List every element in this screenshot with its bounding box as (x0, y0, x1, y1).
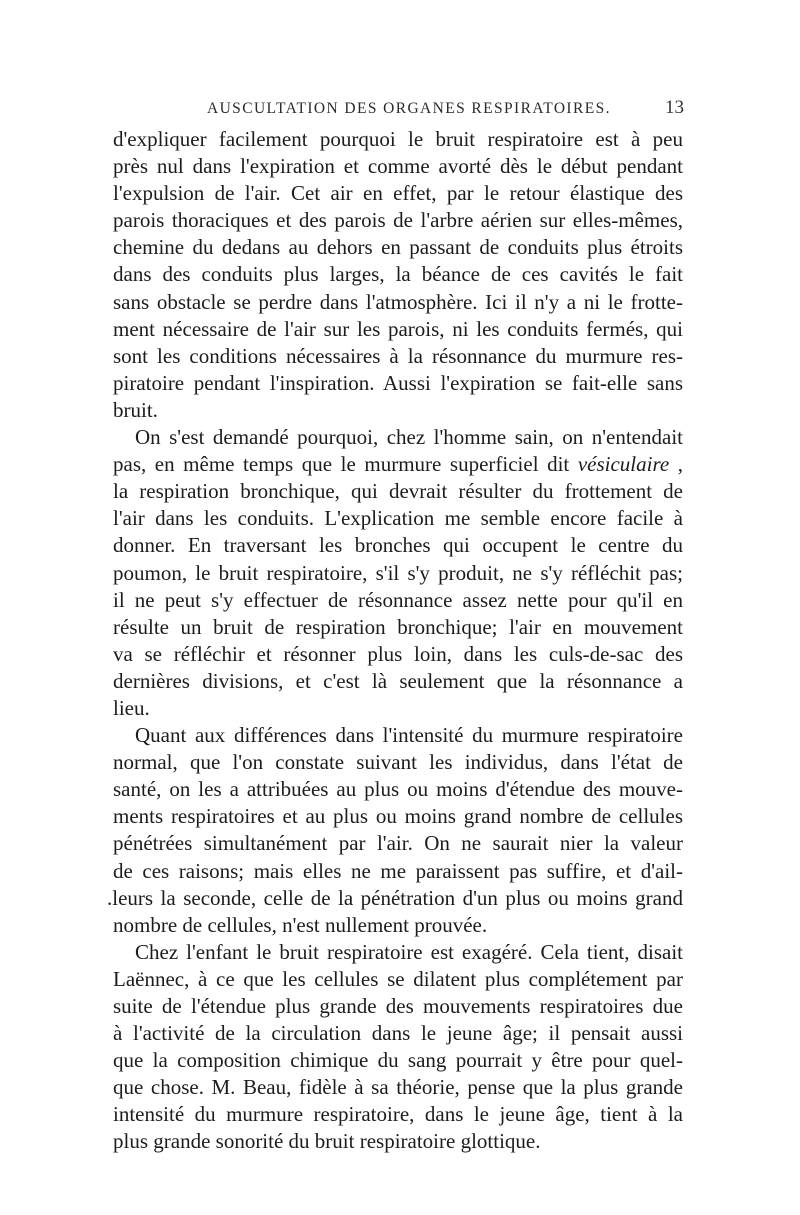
text-line: piratoire pendant l'inspiration. Aussi l'expiration se fait-elle sans (113, 370, 683, 395)
text-line: la respiration bronchique, qui devrait résulter du frottement de (113, 479, 683, 504)
text-body (107, 126, 683, 1156)
text-line: intensité du murmure respiratoire, dans le jeune âge, tient à la (113, 1102, 683, 1127)
text-line: normal, que l'on constate suivant les individus, dans l'état de (113, 750, 683, 775)
text-line: Laënnec, à ce que les cellules se dilatent plus complétement par (113, 966, 683, 991)
text-line: .leurs la seconde, celle de la pénétration d'un plus ou moins grand (107, 885, 683, 910)
text-line: que chose. M. Beau, fidèle à sa théorie, pense que la plus grande (113, 1075, 683, 1100)
text-line: près nul dans l'expiration et comme avorté dès le début pendant (113, 154, 683, 179)
text-line: ment nécessaire de l'air sur les parois, ni les conduits fermés, qui (113, 316, 683, 341)
text-line: va se réfléchir et résonner plus loin, dans les culs-de-sac des (113, 641, 683, 666)
italic-term: vésiculaire (577, 452, 670, 477)
text-line: d'expliquer facilement pourquoi le bruit respiratoire est à peu (113, 127, 683, 151)
text-line: pénétrées simultanément par l'air. On ne saurait nier la valeur (113, 831, 683, 856)
text-line: donner. En traversant les bronches qui occupent le centre du (113, 533, 683, 558)
page-number: 13 (665, 97, 684, 118)
text-line: ments respiratoires et au plus ou moins grand nombre de cellules (113, 804, 683, 829)
text-line: dernières divisions, et c'est là seulement que la résonnance a (113, 668, 683, 693)
text-line: sans obstacle se perdre dans l'atmosphère. Ici il n'y a ni le frotte- (113, 289, 683, 314)
text-line: Quant aux différences dans l'intensité du murmure respiratoire (135, 723, 683, 748)
text-line: On s'est demandé pourquoi, chez l'homme sain, on n'entendait (135, 425, 683, 450)
text-line: suite de l'étendue plus grande des mouvements respiratoires due (113, 994, 683, 1018)
text-line: plus grande sonorité du bruit respiratoire glottique. (113, 1129, 541, 1154)
text-line: chemine du dedans au dehors en passant de conduits plus étroits (113, 235, 683, 260)
text-line: l'air dans les conduits. L'explication me semble encore facile à (113, 506, 683, 531)
text-line: santé, on les a attribuées au plus ou moins d'étendue des mouve- (113, 777, 683, 802)
text-segment: pas, en même temps que le murmure superficiel dit (113, 452, 570, 477)
text-line-with-italic (113, 451, 683, 478)
text-line: de ces raisons; mais elles ne me paraissent pas suffire, et d'ail- (113, 858, 683, 883)
running-head (112, 97, 684, 124)
paragraph-4 (113, 939, 683, 1156)
text-line: il ne peut s'y effectuer de résonnance assez nette pour qu'il en (113, 587, 683, 612)
text-line: poumon, le bruit respiratoire, s'il s'y produit, ne s'y réfléchit pas; (113, 560, 683, 585)
paragraph-3 (107, 722, 683, 939)
text-line: lieu. (113, 695, 150, 720)
text-segment: , (669, 452, 683, 477)
text-line: que la composition chimique du sang pourrait y être pour quel- (113, 1048, 683, 1073)
paragraph-2 (113, 424, 683, 722)
text-line: Chez l'enfant le bruit respiratoire est exagéré. Cela tient, disait (135, 939, 683, 964)
text-line: l'expulsion de l'air. Cet air en effet, par le retour élastique des (113, 181, 683, 206)
paragraph-1 (113, 126, 683, 424)
text-line: parois thoraciques et des parois de l'arbre aérien sur elles-mêmes, (113, 208, 683, 233)
text-line: bruit. (113, 397, 158, 422)
text-line: résulte un bruit de respiration bronchique; l'air en mouvement (113, 614, 683, 639)
running-title: AUSCULTATION DES ORGANES RESPIRATOIRES. (207, 100, 611, 117)
text-line: dans des conduits plus larges, la béance de ces cavités le fait (113, 262, 683, 287)
text-line: nombre de cellules, n'est nullement prouvée. (113, 912, 488, 937)
text-line: à l'activité de la circulation dans le jeune âge; il pensait aussi (113, 1021, 683, 1046)
text-line: sont les conditions nécessaires à la résonnance du murmure res- (113, 343, 683, 368)
